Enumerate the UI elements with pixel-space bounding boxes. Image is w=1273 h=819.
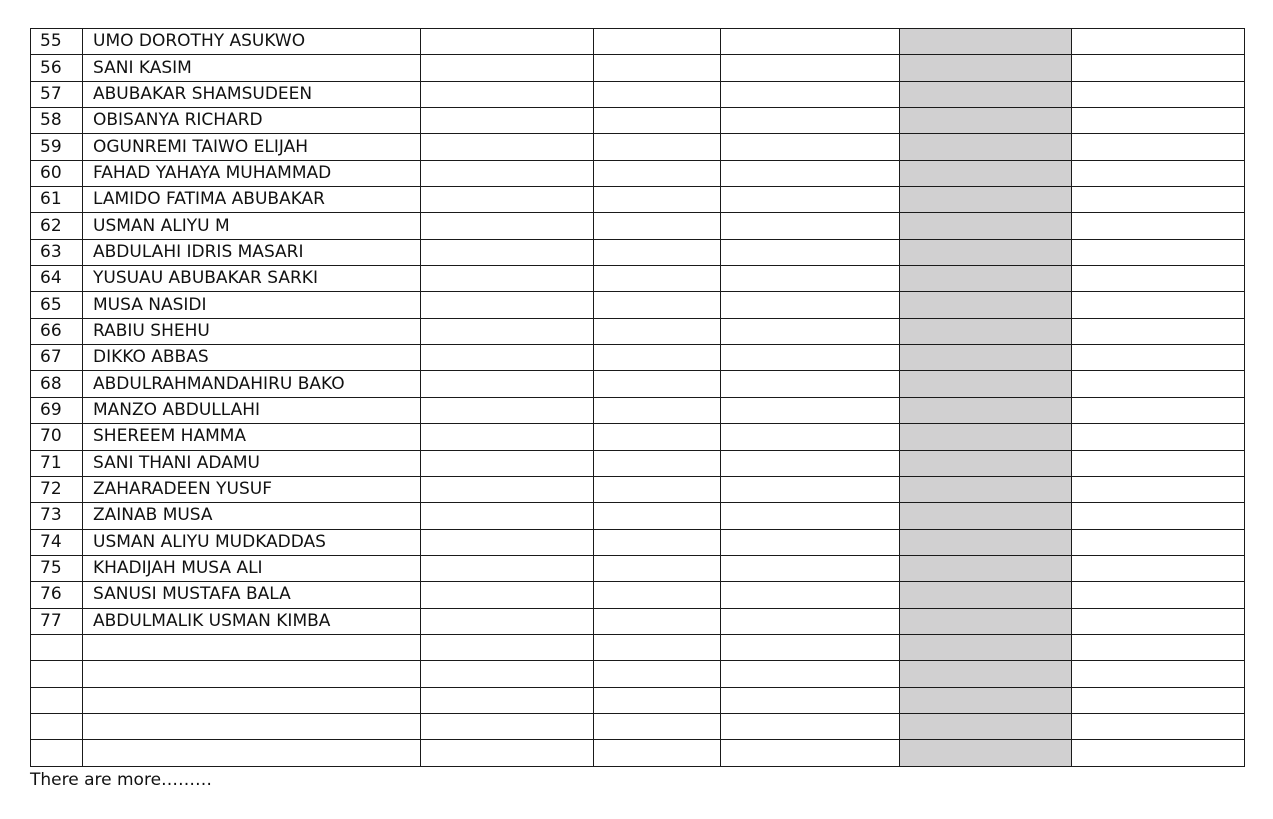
blank-cell <box>1072 687 1245 713</box>
blank-cell <box>721 292 900 318</box>
name-cell <box>83 634 421 660</box>
blank-cell <box>421 397 594 423</box>
table-row <box>31 687 1245 713</box>
shaded-cell <box>900 55 1072 81</box>
table-row <box>31 239 1245 265</box>
blank-cell <box>421 29 594 55</box>
blank-cell <box>1072 55 1245 81</box>
blank-cell <box>594 266 721 292</box>
shaded-cell <box>900 661 1072 687</box>
serial-number-cell: 60 <box>31 160 83 186</box>
blank-cell <box>594 108 721 134</box>
table-body <box>31 29 1245 767</box>
serial-number-cell <box>31 713 83 739</box>
blank-cell <box>721 160 900 186</box>
table-row <box>31 582 1245 608</box>
name-cell: SANI THANI ADAMU <box>83 450 421 476</box>
blank-cell <box>594 740 721 766</box>
blank-cell <box>594 555 721 581</box>
table-row <box>31 187 1245 213</box>
blank-cell <box>594 345 721 371</box>
shaded-cell <box>900 345 1072 371</box>
shaded-cell <box>900 187 1072 213</box>
blank-cell <box>594 634 721 660</box>
blank-cell <box>594 55 721 81</box>
table-row <box>31 397 1245 423</box>
blank-cell <box>421 661 594 687</box>
name-cell: USMAN ALIYU M <box>83 213 421 239</box>
blank-cell <box>421 476 594 502</box>
name-cell: SHEREEM HAMMA <box>83 424 421 450</box>
blank-cell <box>1072 740 1245 766</box>
blank-cell <box>721 187 900 213</box>
serial-number-cell: 71 <box>31 450 83 476</box>
blank-cell <box>1072 634 1245 660</box>
shaded-cell <box>900 713 1072 739</box>
blank-cell <box>594 29 721 55</box>
blank-cell <box>1072 187 1245 213</box>
blank-cell <box>1072 713 1245 739</box>
shaded-cell <box>900 266 1072 292</box>
serial-number-cell: 66 <box>31 318 83 344</box>
blank-cell <box>594 213 721 239</box>
table-row <box>31 81 1245 107</box>
blank-cell <box>1072 213 1245 239</box>
blank-cell <box>594 371 721 397</box>
blank-cell <box>421 608 594 634</box>
name-cell: DIKKO ABBAS <box>83 345 421 371</box>
serial-number-cell: 70 <box>31 424 83 450</box>
name-cell <box>83 713 421 739</box>
shaded-cell <box>900 582 1072 608</box>
blank-cell <box>721 55 900 81</box>
blank-cell <box>594 529 721 555</box>
shaded-cell <box>900 529 1072 555</box>
shaded-cell <box>900 397 1072 423</box>
blank-cell <box>1072 529 1245 555</box>
blank-cell <box>1072 555 1245 581</box>
blank-cell <box>721 634 900 660</box>
blank-cell <box>421 213 594 239</box>
footer-note: There are more……… <box>30 770 213 790</box>
table-row <box>31 318 1245 344</box>
blank-cell <box>594 476 721 502</box>
shaded-cell <box>900 292 1072 318</box>
blank-cell <box>1072 476 1245 502</box>
shaded-cell <box>900 134 1072 160</box>
blank-cell <box>421 134 594 160</box>
blank-cell <box>594 608 721 634</box>
table-row <box>31 213 1245 239</box>
table-row <box>31 134 1245 160</box>
blank-cell <box>721 503 900 529</box>
blank-cell <box>721 318 900 344</box>
blank-cell <box>421 713 594 739</box>
name-cell: LAMIDO FATIMA ABUBAKAR <box>83 187 421 213</box>
blank-cell <box>721 29 900 55</box>
blank-cell <box>721 476 900 502</box>
name-cell: UMO DOROTHY ASUKWO <box>83 29 421 55</box>
table-row <box>31 555 1245 581</box>
serial-number-cell: 56 <box>31 55 83 81</box>
table-row <box>31 55 1245 81</box>
table-row <box>31 661 1245 687</box>
blank-cell <box>594 503 721 529</box>
blank-cell <box>594 239 721 265</box>
shaded-cell <box>900 371 1072 397</box>
blank-cell <box>421 740 594 766</box>
table-row <box>31 29 1245 55</box>
blank-cell <box>721 345 900 371</box>
blank-cell <box>594 318 721 344</box>
serial-number-cell: 75 <box>31 555 83 581</box>
blank-cell <box>721 266 900 292</box>
shaded-cell <box>900 239 1072 265</box>
shaded-cell <box>900 81 1072 107</box>
blank-cell <box>721 661 900 687</box>
table-row <box>31 292 1245 318</box>
blank-cell <box>1072 81 1245 107</box>
blank-cell <box>1072 318 1245 344</box>
blank-cell <box>721 108 900 134</box>
serial-number-cell: 58 <box>31 108 83 134</box>
blank-cell <box>721 371 900 397</box>
blank-cell <box>1072 108 1245 134</box>
serial-number-cell: 69 <box>31 397 83 423</box>
blank-cell <box>721 529 900 555</box>
shaded-cell <box>900 108 1072 134</box>
table-row <box>31 529 1245 555</box>
table-row <box>31 345 1245 371</box>
serial-number-cell <box>31 740 83 766</box>
serial-number-cell <box>31 687 83 713</box>
blank-cell <box>594 687 721 713</box>
name-cell: YUSUAU ABUBAKAR SARKI <box>83 266 421 292</box>
shaded-cell <box>900 424 1072 450</box>
name-cell: OBISANYA RICHARD <box>83 108 421 134</box>
blank-cell <box>721 687 900 713</box>
blank-cell <box>721 740 900 766</box>
name-cell: USMAN ALIYU MUDKADDAS <box>83 529 421 555</box>
name-cell: MANZO ABDULLAHI <box>83 397 421 423</box>
name-cell: ZAINAB MUSA <box>83 503 421 529</box>
name-cell: OGUNREMI TAIWO ELIJAH <box>83 134 421 160</box>
serial-number-cell: 59 <box>31 134 83 160</box>
blank-cell <box>421 108 594 134</box>
blank-cell <box>594 424 721 450</box>
serial-number-cell <box>31 661 83 687</box>
shaded-cell <box>900 450 1072 476</box>
blank-cell <box>721 424 900 450</box>
serial-number-cell: 67 <box>31 345 83 371</box>
blank-cell <box>1072 160 1245 186</box>
table-row <box>31 160 1245 186</box>
name-cell: ABDULRAHMANDAHIRU BAKO <box>83 371 421 397</box>
name-cell <box>83 687 421 713</box>
table-row <box>31 476 1245 502</box>
serial-number-cell <box>31 634 83 660</box>
blank-cell <box>594 292 721 318</box>
blank-cell <box>421 239 594 265</box>
shaded-cell <box>900 634 1072 660</box>
serial-number-cell: 61 <box>31 187 83 213</box>
serial-number-cell: 77 <box>31 608 83 634</box>
name-cell: SANI KASIM <box>83 55 421 81</box>
serial-number-cell: 65 <box>31 292 83 318</box>
blank-cell <box>594 582 721 608</box>
blank-cell <box>721 450 900 476</box>
blank-cell <box>721 713 900 739</box>
blank-cell <box>421 582 594 608</box>
shaded-cell <box>900 318 1072 344</box>
serial-number-cell: 68 <box>31 371 83 397</box>
shaded-cell <box>900 555 1072 581</box>
serial-number-cell: 64 <box>31 266 83 292</box>
shaded-cell <box>900 29 1072 55</box>
blank-cell <box>721 213 900 239</box>
name-cell <box>83 740 421 766</box>
blank-cell <box>1072 608 1245 634</box>
table-row <box>31 503 1245 529</box>
shaded-cell <box>900 503 1072 529</box>
blank-cell <box>594 160 721 186</box>
table-row <box>31 450 1245 476</box>
blank-cell <box>421 687 594 713</box>
blank-cell <box>721 134 900 160</box>
serial-number-cell: 74 <box>31 529 83 555</box>
blank-cell <box>1072 503 1245 529</box>
blank-cell <box>1072 134 1245 160</box>
serial-number-cell: 76 <box>31 582 83 608</box>
shaded-cell <box>900 608 1072 634</box>
blank-cell <box>421 503 594 529</box>
blank-cell <box>594 134 721 160</box>
blank-cell <box>594 713 721 739</box>
name-cell <box>83 661 421 687</box>
blank-cell <box>421 345 594 371</box>
blank-cell <box>721 582 900 608</box>
blank-cell <box>721 555 900 581</box>
blank-cell <box>1072 345 1245 371</box>
blank-cell <box>721 239 900 265</box>
blank-cell <box>594 450 721 476</box>
blank-cell <box>1072 450 1245 476</box>
blank-cell <box>594 187 721 213</box>
serial-number-cell: 73 <box>31 503 83 529</box>
blank-cell <box>421 55 594 81</box>
name-cell: KHADIJAH MUSA ALI <box>83 555 421 581</box>
blank-cell <box>721 397 900 423</box>
serial-number-cell: 55 <box>31 29 83 55</box>
blank-cell <box>721 608 900 634</box>
blank-cell <box>421 529 594 555</box>
blank-cell <box>594 661 721 687</box>
blank-cell <box>421 160 594 186</box>
table-row <box>31 713 1245 739</box>
name-cell: ABDULAHI IDRIS MASARI <box>83 239 421 265</box>
table-row <box>31 608 1245 634</box>
blank-cell <box>421 81 594 107</box>
serial-number-cell: 63 <box>31 239 83 265</box>
shaded-cell <box>900 476 1072 502</box>
name-cell: MUSA NASIDI <box>83 292 421 318</box>
serial-number-cell: 57 <box>31 81 83 107</box>
blank-cell <box>421 371 594 397</box>
name-cell: ABUBAKAR SHAMSUDEEN <box>83 81 421 107</box>
blank-cell <box>1072 397 1245 423</box>
blank-cell <box>1072 266 1245 292</box>
blank-cell <box>421 555 594 581</box>
table-row <box>31 108 1245 134</box>
shaded-cell <box>900 687 1072 713</box>
blank-cell <box>1072 239 1245 265</box>
blank-cell <box>421 187 594 213</box>
blank-cell <box>1072 661 1245 687</box>
blank-cell <box>421 266 594 292</box>
table-row <box>31 371 1245 397</box>
blank-cell <box>421 292 594 318</box>
blank-cell <box>1072 29 1245 55</box>
table-row <box>31 740 1245 766</box>
blank-cell <box>594 81 721 107</box>
serial-number-cell: 62 <box>31 213 83 239</box>
name-cell: RABIU SHEHU <box>83 318 421 344</box>
blank-cell <box>1072 371 1245 397</box>
shaded-cell <box>900 740 1072 766</box>
blank-cell <box>421 634 594 660</box>
blank-cell <box>421 450 594 476</box>
name-cell: SANUSI MUSTAFA BALA <box>83 582 421 608</box>
blank-cell <box>594 397 721 423</box>
blank-cell <box>721 81 900 107</box>
shaded-cell <box>900 213 1072 239</box>
serial-number-cell: 72 <box>31 476 83 502</box>
blank-cell <box>421 424 594 450</box>
blank-cell <box>1072 582 1245 608</box>
blank-cell <box>1072 424 1245 450</box>
blank-cell <box>421 318 594 344</box>
name-cell: FAHAD YAHAYA MUHAMMAD <box>83 160 421 186</box>
table-row <box>31 266 1245 292</box>
shaded-cell <box>900 160 1072 186</box>
attendance-table <box>30 28 1245 767</box>
blank-cell <box>1072 292 1245 318</box>
name-cell: ZAHARADEEN YUSUF <box>83 476 421 502</box>
table-row <box>31 424 1245 450</box>
name-cell: ABDULMALIK USMAN KIMBA <box>83 608 421 634</box>
table-row <box>31 634 1245 660</box>
